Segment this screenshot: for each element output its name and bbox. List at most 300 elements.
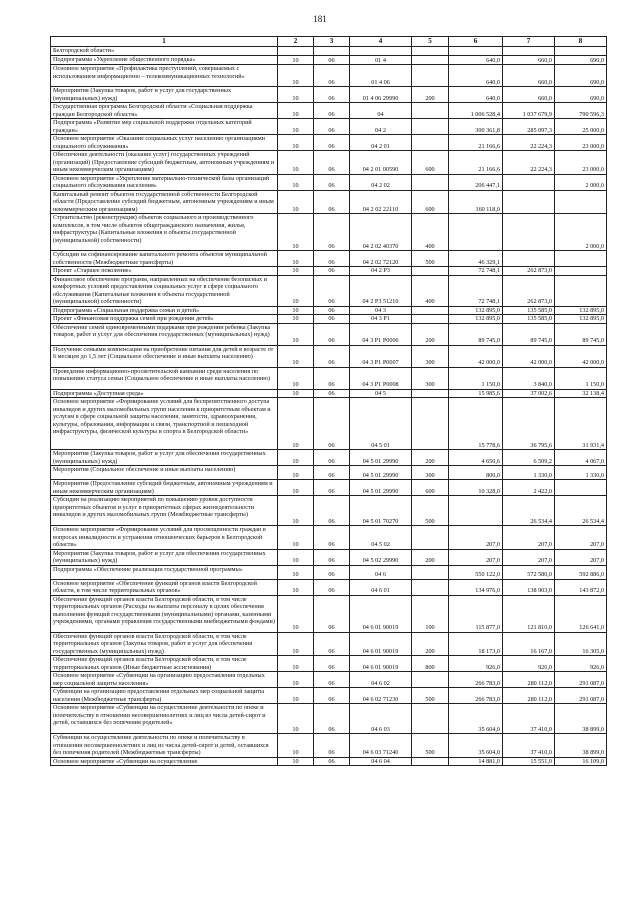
target-article-cell: 04 5 xyxy=(350,389,412,398)
amount-year2-cell: 926,0 xyxy=(503,656,555,672)
amount-year1-cell: 266 783,0 xyxy=(449,672,503,688)
expense-type-cell: 500 xyxy=(412,496,449,526)
target-article-cell: 04 2 02 xyxy=(350,174,412,190)
amount-year1-cell: 640,0 xyxy=(449,65,503,87)
amount-year3-cell xyxy=(555,480,607,496)
amount-year1-cell: 35 604,0 xyxy=(449,704,503,734)
section-code-cell: 10 xyxy=(278,549,314,565)
target-article-cell: 01 4 xyxy=(350,56,412,65)
table-row xyxy=(51,119,607,135)
target-article-cell: 04 6 01 90019 xyxy=(350,632,412,656)
amount-year2-cell: 280 112,0 xyxy=(503,672,555,688)
amount-year3-cell: 26 534,4 xyxy=(555,496,607,526)
expense-type-cell: 300 xyxy=(412,367,449,389)
amount-year3-cell: 690,0 xyxy=(555,56,607,65)
table-row xyxy=(51,306,607,315)
target-article-cell: 04 2 P3 xyxy=(350,267,412,276)
amount-year1-cell: 640,0 xyxy=(449,56,503,65)
section-code-cell: 10 xyxy=(278,119,314,135)
amount-year2-cell: 285 097,3 xyxy=(503,119,555,135)
target-article-cell: 04 xyxy=(350,103,412,119)
amount-year3-cell xyxy=(555,251,607,267)
target-article-cell: 01 4 06 29990 xyxy=(350,87,412,103)
amount-year1-cell xyxy=(449,214,503,251)
table-row xyxy=(51,323,607,345)
amount-year2-cell xyxy=(503,251,555,267)
target-article-cell: 04 2 01 xyxy=(350,135,412,151)
row-name-cell: Подпрограмма «Доступная среда» xyxy=(51,389,278,398)
header-cell: 3 xyxy=(314,37,350,47)
table-row xyxy=(51,135,607,151)
amount-year2-cell: 3 840,0 xyxy=(503,367,555,389)
amount-year3-cell: 132 895,0 xyxy=(555,306,607,315)
row-name-cell: Субсидии на софинансирование капитального ремонта объектов муниципальной собственности (Межбюджетные трансферты) xyxy=(51,251,278,267)
amount-year1-cell: 640,0 xyxy=(449,87,503,103)
amount-year3-cell: 1 330,0 xyxy=(555,466,607,480)
subsection-code-cell: 06 xyxy=(314,367,350,389)
target-article-cell: 04 6 03 71240 xyxy=(350,734,412,758)
amount-year2-cell: 37 410,0 xyxy=(503,734,555,758)
target-article-cell: 04 2 02 72120 xyxy=(350,251,412,267)
amount-year3-cell: 207,0 xyxy=(555,526,607,550)
subsection-code-cell: 06 xyxy=(314,480,350,496)
amount-year2-cell: 1 330,0 xyxy=(503,466,555,480)
target-article-cell: 04 5 01 29990 xyxy=(350,466,412,480)
target-article-cell: 04 6 xyxy=(350,565,412,579)
row-name-cell: Обеспечение функций органов власти Белгородской области, в том числе территориальных органов (Закупка товаров, работ и услуг для обеспечения государственных (муниципальных) нужд) xyxy=(51,632,278,656)
expense-type-cell: 600 xyxy=(412,480,449,496)
amount-year1-cell: 21 166,6 xyxy=(449,151,503,175)
amount-year2-cell: 135 585,0 xyxy=(503,315,555,324)
row-name-cell: Мероприятия (Закупка товаров, работ и услуг для обеспечения государственных (муниципальных) нужд) xyxy=(51,549,278,565)
expense-type-cell: 200 xyxy=(412,87,449,103)
row-name-cell: Основное мероприятие «Оказание социальных услуг населению организациями социального обслуживания» xyxy=(51,135,278,151)
table-row xyxy=(51,267,607,276)
target-article-cell: 01 4 06 xyxy=(350,65,412,87)
table-row xyxy=(51,367,607,389)
section-code-cell: 10 xyxy=(278,526,314,550)
subsection-code-cell: 06 xyxy=(314,267,350,276)
row-name-cell: Мероприятия (Закупка товаров, работ и услуг для государственных (муниципальных) нужд) xyxy=(51,87,278,103)
amount-year1-cell: 800,0 xyxy=(449,466,503,480)
expense-type-cell xyxy=(412,315,449,324)
section-code-cell: 10 xyxy=(278,267,314,276)
table-row xyxy=(51,757,607,766)
subsection-code-cell: 06 xyxy=(314,734,350,758)
target-article-cell: 04 6 03 xyxy=(350,704,412,734)
row-name-cell: Обеспечение функций органов власти Белгородской области, в том числе территориальных органов (Иные бюджетные ассигнования) xyxy=(51,656,278,672)
row-name-cell: Основное мероприятие «Профилактика преступлений, совершаемых с использованием информационно – телекоммуникационных технологий» xyxy=(51,65,278,87)
amount-year3-cell: 291 087,0 xyxy=(555,688,607,704)
row-name-cell: Основное мероприятие «Формирование условий для беспрепятственного доступа инвалидов и других маломобильных групп населения к приоритетным объектам и услугам в сфере социальной защиты населения, занятости, здравоохранения, культуры, образования, информации и связи, транспортной и пешеходной инфраструктуры, физической культуры и спорта в Белгородской области» xyxy=(51,398,278,450)
subsection-code-cell: 06 xyxy=(314,496,350,526)
amount-year1-cell xyxy=(449,47,503,56)
section-code-cell: 10 xyxy=(278,398,314,450)
expense-type-cell: 600 xyxy=(412,151,449,175)
subsection-code-cell: 06 xyxy=(314,315,350,324)
expense-type-cell: 500 xyxy=(412,688,449,704)
amount-year1-cell: 207,0 xyxy=(449,549,503,565)
amount-year1-cell: 46 329,1 xyxy=(449,251,503,267)
subsection-code-cell: 06 xyxy=(314,214,350,251)
section-code-cell: 10 xyxy=(278,367,314,389)
amount-year1-cell: 15 778,6 xyxy=(449,398,503,450)
section-code-cell: 10 xyxy=(278,632,314,656)
row-name-cell: Белгородской области» xyxy=(51,47,278,56)
subsection-code-cell: 06 xyxy=(314,398,350,450)
section-code-cell: 10 xyxy=(278,135,314,151)
amount-year2-cell: 138 903,0 xyxy=(503,579,555,595)
amount-year1-cell: 132 895,0 xyxy=(449,315,503,324)
section-code-cell: 10 xyxy=(278,275,314,306)
amount-year1-cell: 300 361,8 xyxy=(449,119,503,135)
section-code-cell: 10 xyxy=(278,65,314,87)
expense-type-cell xyxy=(412,398,449,450)
subsection-code-cell: 06 xyxy=(314,466,350,480)
target-article-cell: 04 2 02 40370 xyxy=(350,214,412,251)
section-code-cell: 10 xyxy=(278,480,314,496)
amount-year2-cell: 15 551,0 xyxy=(503,757,555,766)
amount-year2-cell: 6 509,2 xyxy=(503,450,555,466)
expense-type-cell: 200 xyxy=(412,549,449,565)
target-article-cell: 04 5 02 xyxy=(350,526,412,550)
amount-year1-cell: 550 122,0 xyxy=(449,565,503,579)
expense-type-cell: 600 xyxy=(412,190,449,214)
amount-year2-cell: 1 037 679,9 xyxy=(503,103,555,119)
table-row xyxy=(51,672,607,688)
row-name-cell: Субсидии на реализацию мероприятий по повышению уровня доступности приоритетных объектов и услуг в приоритетных сферах жизнедеятельности инвалидов и других маломобильных групп (Межбюджетные трансферты) xyxy=(51,496,278,526)
header-cell: 1 xyxy=(51,37,278,47)
amount-year3-cell: 38 899,0 xyxy=(555,704,607,734)
amount-year2-cell: 135 585,0 xyxy=(503,306,555,315)
section-code-cell: 10 xyxy=(278,345,314,367)
subsection-code-cell: 06 xyxy=(314,56,350,65)
amount-year3-cell xyxy=(555,47,607,56)
amount-year1-cell: 207,0 xyxy=(449,526,503,550)
table-row xyxy=(51,151,607,175)
header-cell: 8 xyxy=(555,37,607,47)
amount-year3-cell xyxy=(555,190,607,214)
section-code-cell: 10 xyxy=(278,214,314,251)
amount-year3-cell: 132 895,0 xyxy=(555,315,607,324)
subsection-code-cell: 06 xyxy=(314,275,350,306)
section-code-cell: 10 xyxy=(278,466,314,480)
row-name-cell: Субвенции на организацию предоставления отдельных мер социальной защиты населения (Межбюджетные трансферты) xyxy=(51,688,278,704)
amount-year2-cell: 2 422,0 xyxy=(503,480,555,496)
amount-year1-cell: 134 976,0 xyxy=(449,579,503,595)
section-code-cell: 10 xyxy=(278,151,314,175)
amount-year3-cell: 207,0 xyxy=(555,549,607,565)
amount-year2-cell: 22 224,3 xyxy=(503,135,555,151)
expense-type-cell: 500 xyxy=(412,251,449,267)
row-name-cell: Мероприятия (Социальное обеспечение и иные выплаты населению) xyxy=(51,466,278,480)
subsection-code-cell: 06 xyxy=(314,306,350,315)
subsection-code-cell: 06 xyxy=(314,632,350,656)
expense-type-cell xyxy=(412,565,449,579)
section-code-cell: 10 xyxy=(278,579,314,595)
subsection-code-cell: 06 xyxy=(314,704,350,734)
expense-type-cell xyxy=(412,579,449,595)
amount-year2-cell: 121 810,0 xyxy=(503,595,555,632)
amount-year3-cell: 143 872,0 xyxy=(555,579,607,595)
expense-type-cell: 200 xyxy=(412,450,449,466)
amount-year2-cell xyxy=(503,214,555,251)
section-code-cell: 10 xyxy=(278,672,314,688)
section-code-cell: 10 xyxy=(278,656,314,672)
target-article-cell: 04 3 P1 P0006 xyxy=(350,323,412,345)
target-article-cell: 04 3 xyxy=(350,306,412,315)
row-name-cell: Основное мероприятие «Обеспечение функций органов власти Белгородской области, в том числе территориальных органов» xyxy=(51,579,278,595)
row-name-cell: Проект «Финансовая поддержка семей при рождении детей» xyxy=(51,315,278,324)
amount-year3-cell: 126 641,0 xyxy=(555,595,607,632)
subsection-code-cell: 06 xyxy=(314,65,350,87)
amount-year3-cell xyxy=(555,267,607,276)
row-name-cell: Субвенции на осуществление деятельности по опеке и попечительству в отношении несовершеннолетних и лиц из числа детей-сирот и детей, оставшихся без попечения родителей (Межбюджетные трансферты) xyxy=(51,734,278,758)
expense-type-cell xyxy=(412,267,449,276)
table-row xyxy=(51,47,607,56)
amount-year1-cell: 10 328,0 xyxy=(449,480,503,496)
section-code-cell xyxy=(278,47,314,56)
amount-year2-cell xyxy=(503,47,555,56)
table-row xyxy=(51,251,607,267)
expense-type-cell xyxy=(412,103,449,119)
target-article-cell: 04 3 P1 P0008 xyxy=(350,367,412,389)
section-code-cell: 10 xyxy=(278,704,314,734)
section-code-cell: 10 xyxy=(278,103,314,119)
row-name-cell: Подпрограмма «Социальная поддержка семьи и детей» xyxy=(51,306,278,315)
amount-year1-cell: 15 985,6 xyxy=(449,389,503,398)
amount-year3-cell: 32 138,4 xyxy=(555,389,607,398)
header-cell: 6 xyxy=(449,37,503,47)
amount-year2-cell: 280 112,0 xyxy=(503,688,555,704)
section-code-cell: 10 xyxy=(278,190,314,214)
row-name-cell: Основное мероприятие «Формирование условий для просвещенности граждан в вопросах инвалидности и устранения отношенческих барьеров в Белгородской области» xyxy=(51,526,278,550)
row-name-cell: Проект «Старшее поколение» xyxy=(51,267,278,276)
section-code-cell: 10 xyxy=(278,87,314,103)
expense-type-cell xyxy=(412,526,449,550)
table-row xyxy=(51,190,607,214)
table-row xyxy=(51,565,607,579)
row-name-cell: Основное мероприятие «Субвенции на организацию предоставления отдельных мер социальной защиты населения» xyxy=(51,672,278,688)
row-name-cell: Мероприятия (Закупка товаров, работ и услуг для обеспечения государственных (муниципальных) нужд) xyxy=(51,450,278,466)
amount-year3-cell: 4 067,0 xyxy=(555,450,607,466)
expense-type-cell xyxy=(412,704,449,734)
row-name-cell: Строительство (реконструкция) объектов социального и производственного комплексов, в том числе объектов общегражданского назначения, жилья, инфраструктуры (Капитальные вложения в объекты государственной (муниципальной) собственности) xyxy=(51,214,278,251)
subsection-code-cell: 06 xyxy=(314,174,350,190)
subsection-code-cell: 06 xyxy=(314,87,350,103)
table-row xyxy=(51,579,607,595)
target-article-cell: 04 2 01 00590 xyxy=(350,151,412,175)
table-row xyxy=(51,345,607,367)
amount-year1-cell: 14 881,0 xyxy=(449,757,503,766)
section-code-cell: 10 xyxy=(278,757,314,766)
subsection-code-cell: 06 xyxy=(314,151,350,175)
amount-year1-cell: 1 006 528,4 xyxy=(449,103,503,119)
target-article-cell: 04 6 01 xyxy=(350,579,412,595)
amount-year2-cell: 262 873,0 xyxy=(503,267,555,276)
amount-year2-cell: 36 795,6 xyxy=(503,398,555,450)
amount-year3-cell xyxy=(555,275,607,306)
section-code-cell: 10 xyxy=(278,251,314,267)
section-code-cell: 10 xyxy=(278,734,314,758)
amount-year3-cell: 790 596,3 xyxy=(555,103,607,119)
target-article-cell: 04 2 P3 51210 xyxy=(350,275,412,306)
amount-year3-cell: 16 305,0 xyxy=(555,632,607,656)
expense-type-cell: 500 xyxy=(412,734,449,758)
expense-type-cell xyxy=(412,672,449,688)
amount-year3-cell: 23 000,0 xyxy=(555,135,607,151)
amount-year1-cell: 72 748,1 xyxy=(449,275,503,306)
amount-year2-cell: 207,0 xyxy=(503,549,555,565)
amount-year1-cell: 160 118,0 xyxy=(449,190,503,214)
section-code-cell: 10 xyxy=(278,565,314,579)
subsection-code-cell: 06 xyxy=(314,656,350,672)
amount-year3-cell: 690,0 xyxy=(555,65,607,87)
table-row xyxy=(51,632,607,656)
section-code-cell: 10 xyxy=(278,389,314,398)
expense-type-cell xyxy=(412,65,449,87)
row-name-cell: Основное мероприятие «Субвенции на осуществление деятельности по опеке и попечительству в отношении несовершеннолетних и лиц из числа детей-сирот и детей, оставшихся без попечения родителей» xyxy=(51,704,278,734)
target-article-cell: 04 6 01 90019 xyxy=(350,656,412,672)
table-row xyxy=(51,526,607,550)
expense-type-cell xyxy=(412,757,449,766)
amount-year3-cell: 291 087,0 xyxy=(555,672,607,688)
table-row xyxy=(51,704,607,734)
amount-year2-cell: 262 873,0 xyxy=(503,275,555,306)
table-row xyxy=(51,480,607,496)
subsection-code-cell xyxy=(314,47,350,56)
table-row xyxy=(51,549,607,565)
expense-type-cell: 200 xyxy=(412,632,449,656)
table-row xyxy=(51,734,607,758)
amount-year2-cell: 37 002,6 xyxy=(503,389,555,398)
expense-type-cell xyxy=(412,135,449,151)
amount-year3-cell: 690,0 xyxy=(555,87,607,103)
section-code-cell: 10 xyxy=(278,306,314,315)
amount-year3-cell: 25 000,0 xyxy=(555,119,607,135)
table-row xyxy=(51,688,607,704)
subsection-code-cell: 06 xyxy=(314,323,350,345)
expense-type-cell: 400 xyxy=(412,275,449,306)
amount-year2-cell: 26 534,4 xyxy=(503,496,555,526)
subsection-code-cell: 06 xyxy=(314,450,350,466)
row-name-cell: Государственная программа Белгородской области «Социальная поддержка граждан Белгородской области» xyxy=(51,103,278,119)
row-name-cell: Основное мероприятие «Укрепление материально-технической базы организаций социального обслуживания населения» xyxy=(51,174,278,190)
amount-year3-cell: 89 745,0 xyxy=(555,323,607,345)
expense-type-cell: 400 xyxy=(412,214,449,251)
target-article-cell: 04 5 02 29990 xyxy=(350,549,412,565)
amount-year1-cell: 18 173,0 xyxy=(449,632,503,656)
expense-type-cell: 300 xyxy=(412,345,449,367)
amount-year2-cell xyxy=(503,174,555,190)
header-cell: 5 xyxy=(412,37,449,47)
target-article-cell xyxy=(350,47,412,56)
amount-year2-cell xyxy=(503,190,555,214)
amount-year3-cell: 926,0 xyxy=(555,656,607,672)
amount-year3-cell: 2 000,0 xyxy=(555,174,607,190)
amount-year1-cell: 1 150,0 xyxy=(449,367,503,389)
table-row xyxy=(51,398,607,450)
section-code-cell: 10 xyxy=(278,450,314,466)
table-row xyxy=(51,315,607,324)
amount-year3-cell: 16 109,0 xyxy=(555,757,607,766)
subsection-code-cell: 06 xyxy=(314,757,350,766)
amount-year1-cell: 266 783,0 xyxy=(449,688,503,704)
table-row xyxy=(51,595,607,632)
subsection-code-cell: 06 xyxy=(314,688,350,704)
table-row xyxy=(51,174,607,190)
subsection-code-cell: 06 xyxy=(314,526,350,550)
amount-year1-cell: 35 604,0 xyxy=(449,734,503,758)
header-cell: 4 xyxy=(350,37,412,47)
row-name-cell: Основное мероприятие «Субвенции на осуществление xyxy=(51,757,278,766)
amount-year2-cell: 572 580,0 xyxy=(503,565,555,579)
table-body xyxy=(51,47,607,766)
row-name-cell: Финансовое обеспечение программ, направленных на обеспечение безопасных и комфортных условий предоставления социальных услуг в сфере социального обслуживания (Капитальные вложения в объекты государственной (муниципальной) собственности) xyxy=(51,275,278,306)
target-article-cell: 04 6 04 xyxy=(350,757,412,766)
target-article-cell: 04 5 01 70270 xyxy=(350,496,412,526)
amount-year1-cell: 926,0 xyxy=(449,656,503,672)
target-article-cell: 04 6 01 90019 xyxy=(350,595,412,632)
subsection-code-cell: 06 xyxy=(314,595,350,632)
row-name-cell: Мероприятия (Предоставление субсидий бюджетным, автономным учреждениям и иным некоммерческим организациям) xyxy=(51,480,278,496)
amount-year1-cell: 115 877,0 xyxy=(449,595,503,632)
table-row xyxy=(51,275,607,306)
row-name-cell: Подпрограмма «Обеспечение реализации государственной программы» xyxy=(51,565,278,579)
subsection-code-cell: 06 xyxy=(314,672,350,688)
page-number: 181 xyxy=(313,14,327,24)
budget-table xyxy=(50,36,607,766)
expense-type-cell: 300 xyxy=(412,466,449,480)
expense-type-cell xyxy=(412,174,449,190)
target-article-cell: 04 2 02 22110 xyxy=(350,190,412,214)
subsection-code-cell: 06 xyxy=(314,119,350,135)
table-header-row xyxy=(51,37,607,47)
section-code-cell: 10 xyxy=(278,174,314,190)
section-code-cell: 10 xyxy=(278,323,314,345)
target-article-cell: 04 3 P1 xyxy=(350,315,412,324)
subsection-code-cell: 06 xyxy=(314,579,350,595)
header-cell: 2 xyxy=(278,37,314,47)
amount-year2-cell: 42 000,0 xyxy=(503,345,555,367)
subsection-code-cell: 06 xyxy=(314,565,350,579)
table-row xyxy=(51,656,607,672)
subsection-code-cell: 06 xyxy=(314,345,350,367)
amount-year2-cell: 207,0 xyxy=(503,526,555,550)
table-row xyxy=(51,214,607,251)
amount-year3-cell: 42 000,0 xyxy=(555,345,607,367)
amount-year2-cell: 37 410,0 xyxy=(503,704,555,734)
section-code-cell: 10 xyxy=(278,56,314,65)
amount-year1-cell: 89 745,0 xyxy=(449,323,503,345)
expense-type-cell: 200 xyxy=(412,323,449,345)
row-name-cell: Подпрограмма «Укрепление общественного порядка» xyxy=(51,56,278,65)
section-code-cell: 10 xyxy=(278,496,314,526)
section-code-cell: 10 xyxy=(278,595,314,632)
table-row xyxy=(51,65,607,87)
row-name-cell: Обеспечение функций органов власти Белгородской области, в том числе территориальных органов (Расходы на выплаты персоналу в целях обеспечения выполнения функций государственными (муниципальными) органами, казенными учреждениями, органами управления государственными внебюджетными фондами) xyxy=(51,595,278,632)
table-row xyxy=(51,450,607,466)
row-name-cell: Обеспечение деятельности (оказание услуг) государственных учреждений (организаций) (Предоставление субсидий бюджетным, автономным учреждениям и иным некоммерческим организациям) xyxy=(51,151,278,175)
amount-year3-cell: 1 150,0 xyxy=(555,367,607,389)
row-name-cell: Получение семьями компенсации на приобретение питания для детей в возрасте от 6 месяцев до 1,5 лет (Социальное обеспечение и иные выплаты населению) xyxy=(51,345,278,367)
header-cell: 7 xyxy=(503,37,555,47)
expense-type-cell xyxy=(412,56,449,65)
subsection-code-cell: 06 xyxy=(314,103,350,119)
section-code-cell: 10 xyxy=(278,688,314,704)
row-name-cell: Проведение информационно-просветительской кампании среди населения по повышению статуса семьи (Социальное обеспечение и иные выплаты населению) xyxy=(51,367,278,389)
amount-year2-cell: 660,0 xyxy=(503,87,555,103)
